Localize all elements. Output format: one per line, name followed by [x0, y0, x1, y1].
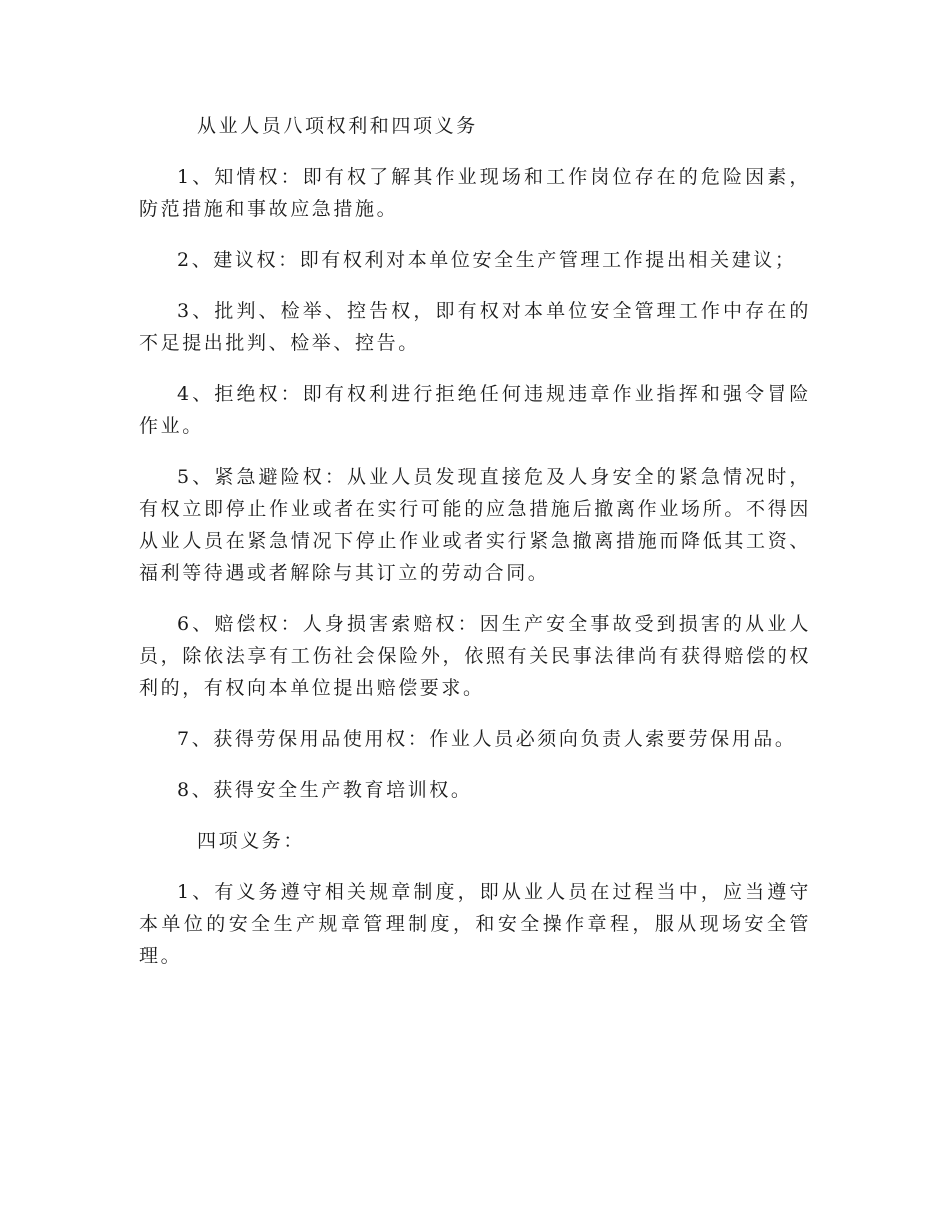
document-title: 从业人员八项权利和四项义务 [197, 115, 478, 137]
duty-item: 1、有义务遵守相关规章制度，即从业人员在过程当中，应当遵守本单位的安全生产规章管理制度，和安全操作章程，服从现场安全管理。 [139, 881, 811, 967]
document-body [139, 110, 811, 991]
right-item: 4、拒绝权：即有权利进行拒绝任何违规违章作业指挥和强令冒险作业。 [139, 383, 811, 437]
duties-heading: 四项义务： [197, 830, 306, 852]
right-item: 8、获得安全生产教育培训权。 [177, 779, 473, 801]
right-item: 1、知情权：即有权了解其作业现场和工作岗位存在的危险因素，防范措施和事故应急措施。 [139, 166, 811, 220]
right-item: 2、建议权：即有权利对本单位安全生产管理工作提出相关建议； [177, 249, 797, 271]
right-item: 6、赔偿权：人身损害索赔权：因生产安全事故受到损害的从业人员，除依法享有工伤社会保险外，依照有关民事法律尚有获得赔偿的权利的，有权向本单位提出赔偿要求。 [139, 613, 811, 699]
right-item: 7、获得劳保用品使用权：作业人员必须向负责人索要劳保用品。 [177, 728, 797, 750]
right-item: 3、批判、检举、控告权，即有权对本单位安全管理工作中存在的不足提出批判、检举、控告。 [139, 300, 811, 354]
right-item: 5、紧急避险权：从业人员发现直接危及人身安全的紧急情况时，有权立即停止作业或者在实行可能的应急措施后撤离作业场所。不得因从业人员在紧急情况下停止作业或者实行紧急撤离措施而降低其工资、福利等待遇或者解除与其订立的劳动合同。 [139, 466, 811, 584]
